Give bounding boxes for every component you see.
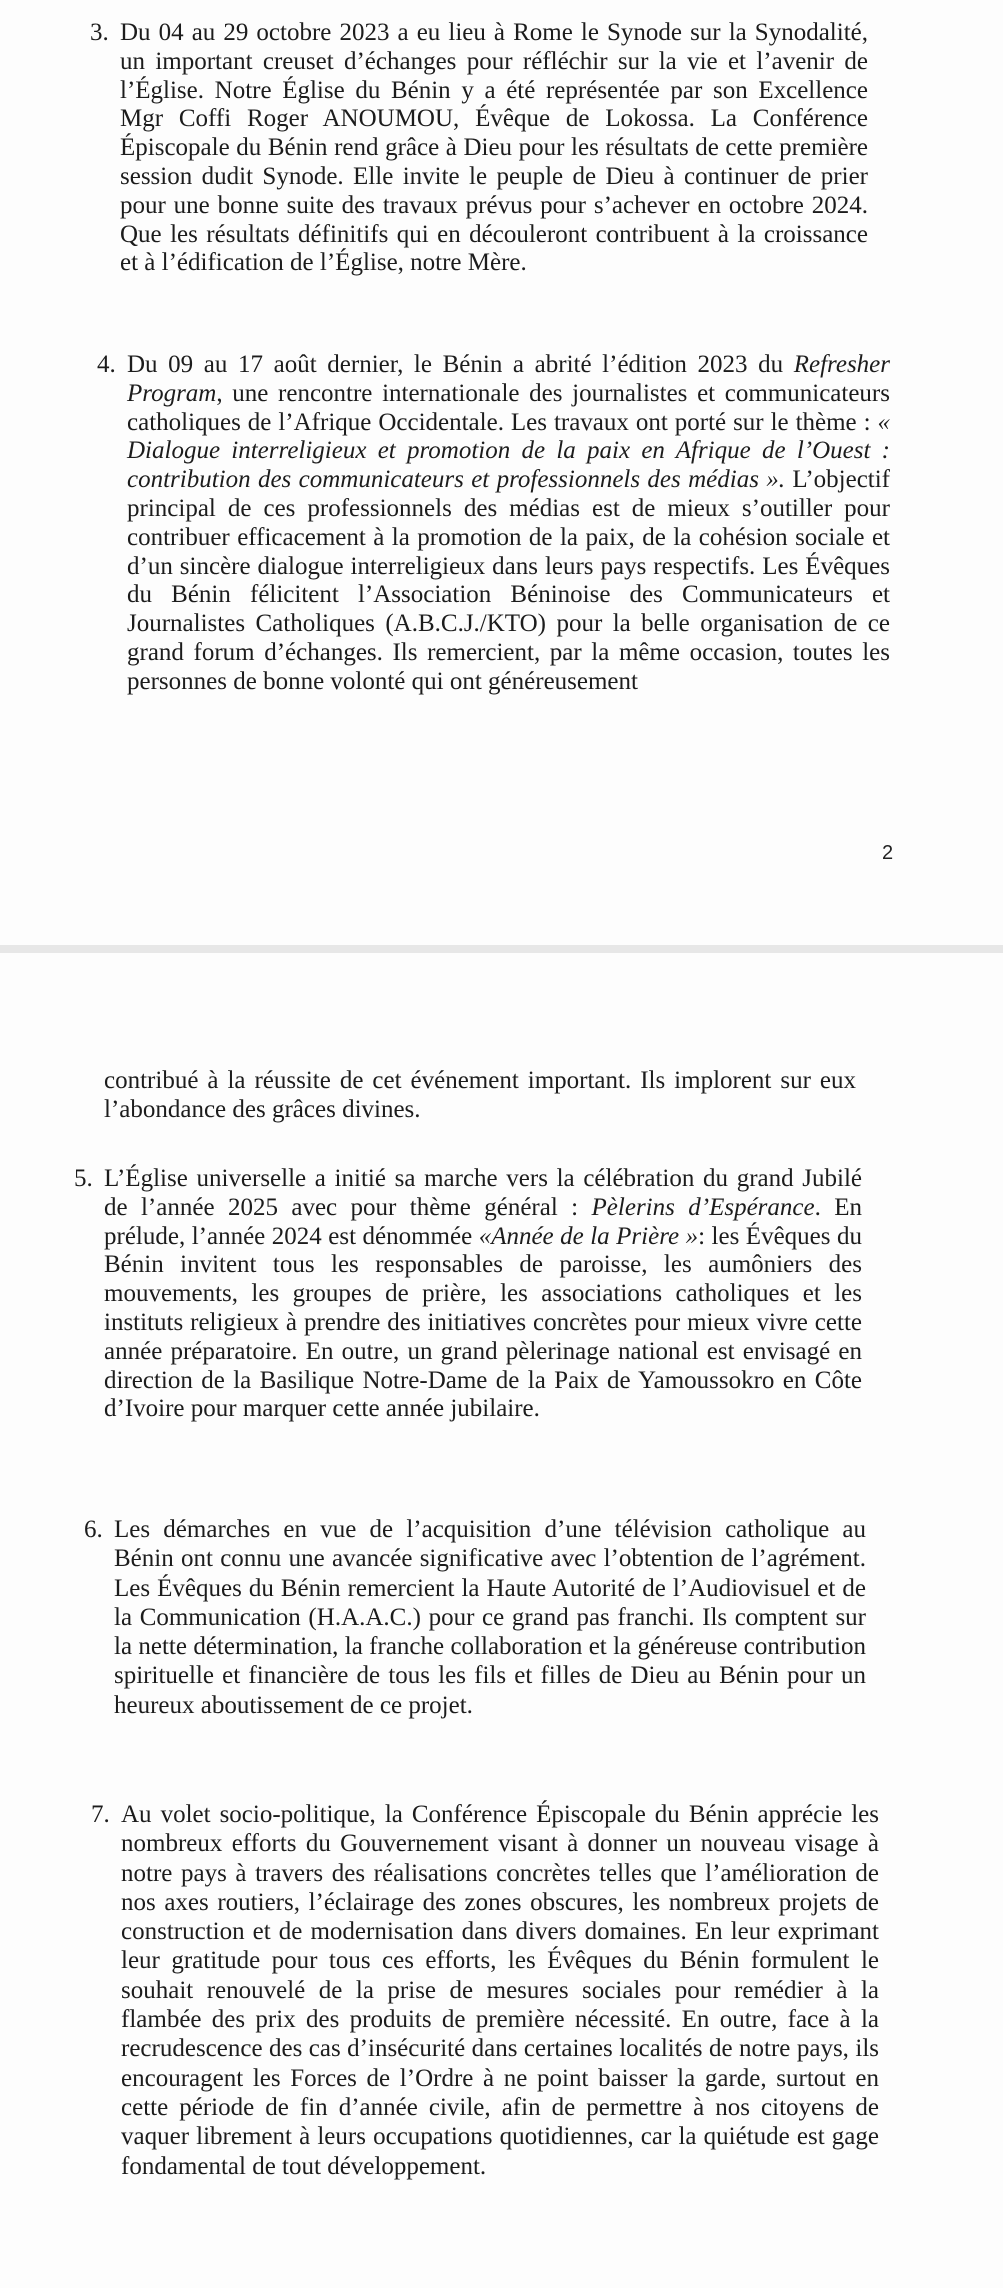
italic-program-name: Refresher Program (127, 351, 890, 407)
italic-jubilee-theme: Pèlerins d’Espérance (591, 1193, 815, 1221)
text-run: L’Église universelle a initié sa marche vers la célébration du grand Jubilé de l’année 2025 avec pour thème général : (104, 1165, 862, 1221)
paragraph-text: Les démarches en vue de l’acquisition d’une télévision catholique au Bénin ont connu une avancée significative avec l’obtention de l’agrément. Les Évêques du Bénin remercient la Haute Autorité de l’Audiovisuel et de la Communication (H.A.A.C.) pour ce grand pas franchi. Ils comptent sur la nette détermination, la franche collaboration et la généreuse contribution spirituelle et financière de tous les fils et filles de Dieu au Bénin pour un heureux aboutissement de ce projet. (114, 1516, 866, 1719)
paragraph-5 (74, 1165, 863, 1424)
paragraph-text: Du 04 au 29 octobre 2023 a eu lieu à Rome le Synode sur la Synodalité, un important creuset d’échanges pour réfléchir sur la vie et l’avenir de l’Église. Notre Église du Bénin y a été représentée par son Excellence Mgr Coffi Roger ANOUMOU, Évêque de Lokossa. La Conférence Épiscopale du Bénin rend grâce à Dieu pour les résultats de cette première session dudit Synode. Elle invite le peuple de Dieu à continuer de prier pour une bonne suite des travaux prévus pour s’achever en octobre 2024. Que les résultats définitifs qui en découleront contribuent à la croissance et à l’édification de l’Église, notre Mère. (120, 19, 868, 277)
text-run: , une rencontre internationale des journalistes et communicateurs catholiques de l’Afrique Occidentale. Les travaux ont porté sur le thème : (127, 379, 890, 436)
text-run: L’objectif principal de ces professionnels des médias est de mieux s’outiller pour contribuer efficacement à la promotion de la paix, de la cohésion sociale et d’un sincère dialogue interreligieux dans leurs pays respectifs. Les Évêques du Bénin félicitent l’Association Béninoise des Communicateurs et Journalistes Catholiques (A.B.C.J./KTO) pour la belle organisation de ce grand forum d’échanges. Ils remercient, par la même occasion, toutes les personnes de bonne volonté qui ont généreusement (127, 466, 891, 695)
paragraph-4-continuation (104, 1067, 856, 1125)
text-run: Du 09 au 17 août dernier, le Bénin a abrité l’édition 2023 du (127, 351, 794, 378)
text-run: . En prélude, l’année 2024 est dénommée (104, 1193, 863, 1250)
paragraph-number: 6. (84, 1516, 103, 1543)
paragraph-text: Au volet socio-politique, la Conférence Épiscopale du Bénin apprécie les nombreux efforts du Gouvernement visant à donner un nouveau visage à notre pays à travers des réalisations concrètes telles que l’amélioration de nos axes routiers, l’éclairage des zones obscures, les nombreux projets de construction et de modernisation dans divers domaines. En leur exprimant leur gratitude pour tous ces efforts, les Évêques du Bénin formulent le souhait renouvelé de la prise de mesures sociales pour remédier à la flambée des prix des produits de première nécessité. En outre, face à la recrudescence des cas d’insécurité dans certaines localités de notre pays, ils encouragent les Forces de l’Ordre à ne point baisser la garde, surtout en cette période de fin d’année civile, afin de permettre à nos citoyens de vaquer librement à leurs occupations quotidiennes, car la quiétude est gage fondamental de tout développement. (121, 1801, 879, 2180)
paragraph-3 (90, 19, 868, 278)
paragraph-text: contribué à la réussite de cet événement important. Ils implorent sur eux l’abondance des grâces divines. (104, 1067, 856, 1123)
paragraph-number: 4. (97, 351, 116, 378)
page-number: 2 (882, 842, 894, 864)
italic-year-name: «Année de la Prière » (478, 1222, 699, 1250)
paragraph-7 (91, 1800, 879, 2181)
paragraph-text (127, 351, 890, 697)
italic-theme-quote: « Dialogue interreligieux et promotion de la paix en Afrique de l’Ouest : contribution des communicateurs et professionnels des médias ». (127, 408, 890, 494)
text-run: : les Évêques du Bénin invitent tous les responsables de paroisse, les aumôniers des mouvements, les groupes de prière, les associations catholiques et les instituts religieux à prendre des initiatives concrètes pour mieux vivre cette année préparatoire. En outre, un grand pèlerinage national est envisagé en direction de la Basilique Notre-Dame de la Paix de Yamoussokro en Côte d’Ivoire pour marquer cette année jubilaire. (104, 1222, 862, 1423)
paragraph-number: 5. (74, 1165, 93, 1192)
paragraph-text (104, 1165, 862, 1424)
paragraph-4 (97, 351, 891, 697)
paragraph-6 (84, 1515, 866, 1720)
paragraph-number: 7. (91, 1801, 110, 1828)
paragraph-number: 3. (90, 19, 109, 46)
